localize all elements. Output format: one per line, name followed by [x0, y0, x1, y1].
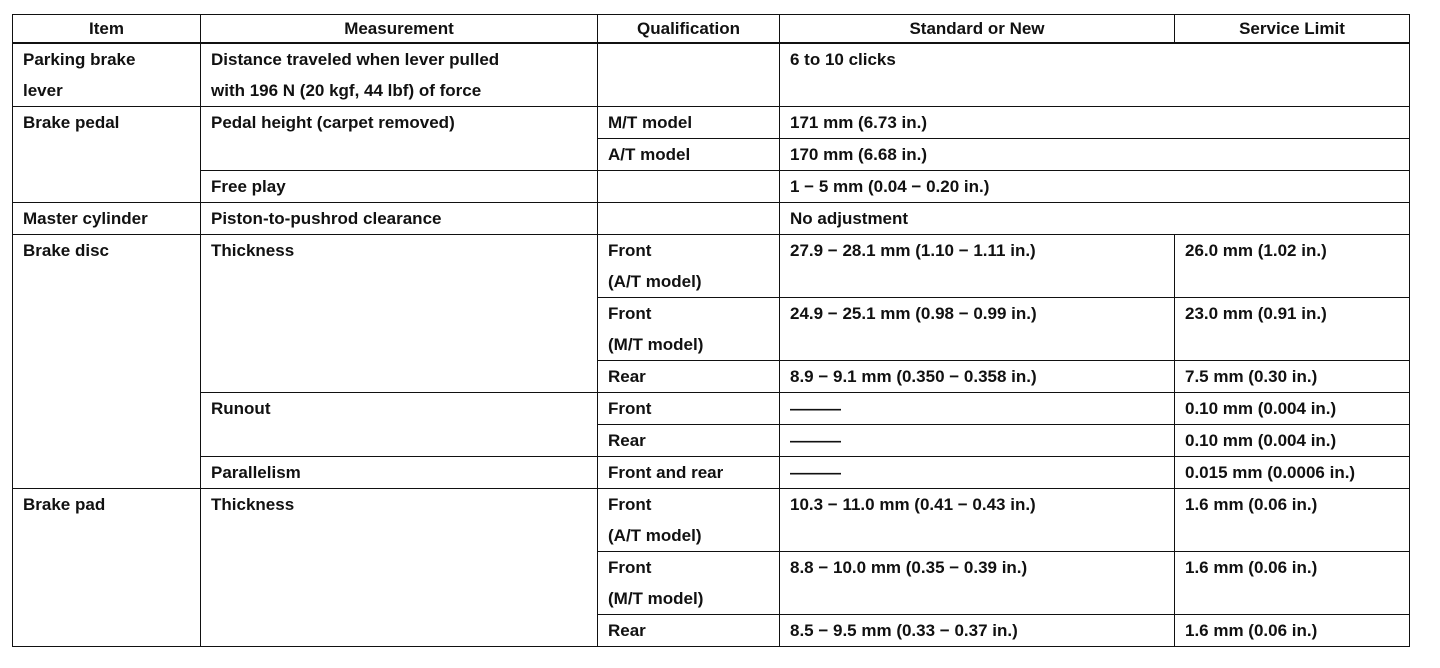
header-measurement: Measurement [201, 15, 598, 44]
table-row [13, 235, 1410, 298]
standard-cell: 8.8 − 10.0 mm (0.35 − 0.39 in.) [780, 552, 1175, 615]
qualification-cell: Rear [598, 615, 780, 647]
qualification-cell: Front and rear [598, 457, 780, 489]
measurement-label: with 196 N (20 kgf, 44 lbf) of force [211, 81, 482, 100]
measurement-cell: Pedal height (carpet removed) [201, 107, 598, 171]
qualification-label: Front [608, 304, 652, 323]
table-row [13, 171, 1410, 203]
qualification-label: Front [608, 558, 652, 577]
standard-cell: ——— [780, 393, 1175, 425]
header-row [13, 15, 1410, 44]
item-cell [13, 43, 201, 107]
standard-cell: 1 − 5 mm (0.04 − 0.20 in.) [780, 171, 1410, 203]
qualification-cell: Rear [598, 361, 780, 393]
table-row [13, 393, 1410, 425]
qualification-cell: Front [598, 393, 780, 425]
table-row [13, 203, 1410, 235]
table-row [13, 107, 1410, 139]
header-qualification: Qualification [598, 15, 780, 44]
measurement-label: Distance traveled when lever pulled [211, 50, 500, 69]
measurement-cell: Thickness [201, 489, 598, 647]
standard-cell: No adjustment [780, 203, 1410, 235]
qualification-cell [598, 171, 780, 203]
standard-cell: ——— [780, 457, 1175, 489]
standard-cell: 10.3 − 11.0 mm (0.41 − 0.43 in.) [780, 489, 1175, 552]
service-limit-cell: 26.0 mm (1.02 in.) [1175, 235, 1410, 298]
service-limit-cell: 0.10 mm (0.004 in.) [1175, 393, 1410, 425]
item-cell: Brake pedal [13, 107, 201, 203]
qualification-cell [598, 552, 780, 615]
qualification-label: (A/T model) [608, 272, 702, 291]
standard-cell: 170 mm (6.68 in.) [780, 139, 1410, 171]
standard-cell: 27.9 − 28.1 mm (1.10 − 1.11 in.) [780, 235, 1175, 298]
measurement-cell: Piston-to-pushrod clearance [201, 203, 598, 235]
service-limit-cell: 23.0 mm (0.91 in.) [1175, 298, 1410, 361]
qualification-label: Front [608, 495, 652, 514]
header-standard: Standard or New [780, 15, 1175, 44]
standard-cell: ——— [780, 425, 1175, 457]
measurement-cell: Runout [201, 393, 598, 457]
measurement-cell: Free play [201, 171, 598, 203]
standard-cell: 8.5 − 9.5 mm (0.33 − 0.37 in.) [780, 615, 1175, 647]
measurement-cell: Parallelism [201, 457, 598, 489]
standard-cell: 171 mm (6.73 in.) [780, 107, 1410, 139]
table-row [13, 457, 1410, 489]
measurement-cell: Thickness [201, 235, 598, 393]
standard-cell: 24.9 − 25.1 mm (0.98 − 0.99 in.) [780, 298, 1175, 361]
service-limit-cell: 0.10 mm (0.004 in.) [1175, 425, 1410, 457]
table-row [13, 489, 1410, 552]
header-service-limit: Service Limit [1175, 15, 1410, 44]
brake-spec-table [12, 14, 1410, 647]
item-label: Parking brake [23, 50, 136, 69]
qualification-cell [598, 203, 780, 235]
qualification-cell [598, 489, 780, 552]
qualification-cell: A/T model [598, 139, 780, 171]
qualification-cell: M/T model [598, 107, 780, 139]
service-limit-cell: 0.015 mm (0.0006 in.) [1175, 457, 1410, 489]
item-cell: Brake disc [13, 235, 201, 489]
standard-cell: 8.9 − 9.1 mm (0.350 − 0.358 in.) [780, 361, 1175, 393]
item-cell: Brake pad [13, 489, 201, 647]
qualification-cell [598, 235, 780, 298]
qualification-label: Front [608, 241, 652, 260]
qualification-label: (M/T model) [608, 589, 704, 608]
service-limit-cell: 1.6 mm (0.06 in.) [1175, 615, 1410, 647]
item-label: lever [23, 81, 63, 100]
item-cell: Master cylinder [13, 203, 201, 235]
qualification-label: (A/T model) [608, 526, 702, 545]
table-row [13, 43, 1410, 107]
standard-cell: 6 to 10 clicks [780, 43, 1410, 107]
qualification-label: (M/T model) [608, 335, 704, 354]
service-limit-cell: 1.6 mm (0.06 in.) [1175, 489, 1410, 552]
qualification-cell: Rear [598, 425, 780, 457]
qualification-cell [598, 43, 780, 107]
qualification-cell [598, 298, 780, 361]
service-limit-cell: 1.6 mm (0.06 in.) [1175, 552, 1410, 615]
service-limit-cell: 7.5 mm (0.30 in.) [1175, 361, 1410, 393]
header-item: Item [13, 15, 201, 44]
measurement-cell [201, 43, 598, 107]
